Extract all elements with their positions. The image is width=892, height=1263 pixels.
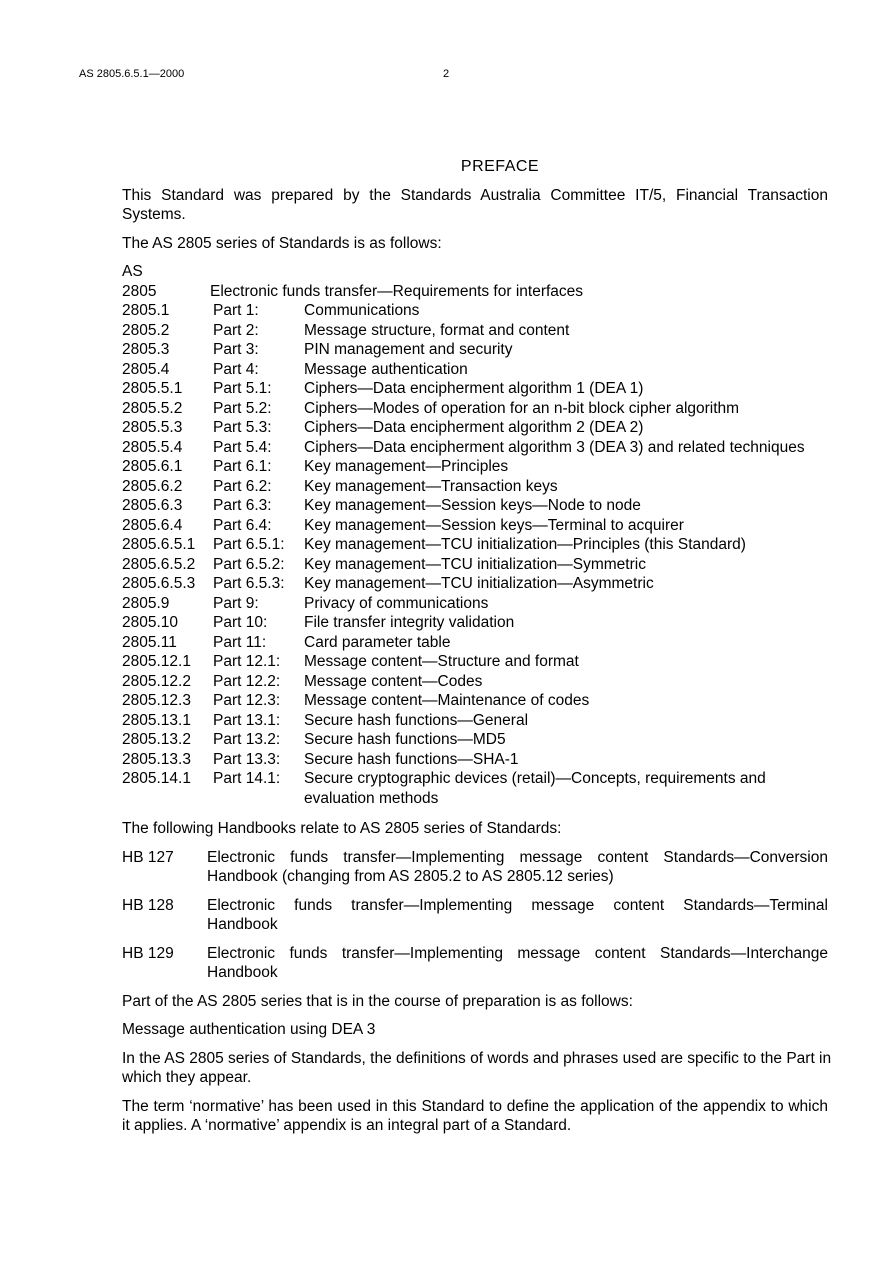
series-part: Part 5.1: [213, 380, 272, 397]
definitions-note: In the AS 2805 series of Standards, the definitions of words and phrases used are specific to the Part in which they appear. [122, 1049, 832, 1086]
series-code: 2805.6.5.1 [122, 536, 196, 553]
series-description: PIN management and security [304, 341, 513, 358]
series-code: 2805.5.3 [122, 419, 183, 436]
series-intro: The AS 2805 series of Standards is as follows: [122, 234, 442, 252]
series-part: Part 2: [213, 321, 259, 339]
series-code: 2805.11 [122, 633, 177, 651]
series-row [122, 438, 828, 458]
handbook-item [122, 848, 828, 887]
series-part: Part 10: [213, 614, 268, 631]
series-row [122, 691, 828, 711]
series-row [122, 399, 828, 419]
handbook-description: Electronic funds transfer—Implementing message content Standards—Conversion Handbook (changing from AS 2805.2 to AS 2805.12 series) [207, 848, 828, 885]
series-part: Part 12.2: [213, 672, 281, 690]
series-description: File transfer integrity validation [304, 614, 515, 631]
series-row [122, 477, 828, 497]
page-title: PREFACE [460, 158, 540, 175]
series-code: 2805.4 [122, 360, 170, 378]
series-row [122, 769, 828, 808]
series-code: 2805.5.4 [122, 438, 183, 456]
handbook-code: HB 128 [122, 896, 174, 914]
series-list-heading: AS [122, 263, 143, 280]
series-part: Part 14.1: [213, 770, 281, 787]
series-code: 2805.12.3 [122, 692, 191, 709]
series-row [122, 730, 828, 750]
series-code: 2805.3 [122, 341, 170, 358]
series-part: Part 13.2: [213, 731, 281, 748]
series-code: 2805.2 [122, 321, 170, 339]
series-code: 2805.6.1 [122, 458, 183, 475]
series-part: Part 12.1: [213, 653, 281, 670]
series-row-main [122, 282, 828, 302]
handbook-code: HB 127 [122, 848, 174, 866]
series-description: Key management—Session keys—Node to node [304, 497, 641, 514]
series-description: Electronic funds transfer—Requirements for interfaces [210, 282, 584, 300]
series-description: Secure cryptographic devices (retail)—Concepts, requirements and evaluation methods [304, 770, 766, 807]
series-row [122, 750, 828, 770]
series-part: Part 6.5.2: [213, 555, 285, 573]
series-row [122, 360, 828, 380]
series-code: 2805 [122, 282, 157, 300]
series-code: 2805.1 [122, 302, 170, 319]
series-part: Part 9: [213, 594, 259, 612]
series-row [122, 535, 828, 555]
series-description: Card parameter table [304, 633, 451, 651]
series-row [122, 613, 828, 633]
series-row [122, 555, 828, 575]
series-code: 2805.5.1 [122, 380, 183, 397]
series-part: Part 5.2: [213, 399, 272, 417]
series-code: 2805.6.5.2 [122, 555, 196, 573]
series-code: 2805.13.1 [122, 711, 191, 729]
series-part: Part 4: [213, 360, 259, 378]
handbook-list [122, 848, 828, 983]
series-code: 2805.10 [122, 614, 179, 631]
series-description: Key management—Transaction keys [304, 477, 558, 495]
series-part: Part 5.3: [213, 419, 272, 436]
preparation-intro: Part of the AS 2805 series that is in the course of preparation is as follows: [122, 992, 633, 1010]
series-description: Key management—TCU initialization—Symmetric [304, 555, 646, 573]
series-description: Secure hash functions—General [304, 711, 529, 729]
page-header [79, 68, 459, 80]
series-description: Message content—Maintenance of codes [304, 692, 590, 709]
series-description: Ciphers—Data encipherment algorithm 2 (DEA 2) [304, 419, 644, 436]
handbook-description: Electronic funds transfer—Implementing message content Standards—Terminal Handbook [207, 896, 828, 933]
series-part: Part 11: [213, 633, 267, 651]
series-rows [122, 301, 828, 808]
series-code: 2805.13.2 [122, 731, 191, 748]
page-number: 2 [443, 68, 450, 80]
series-part: Part 6.5.1: [213, 536, 285, 553]
series-part: Part 5.4: [213, 438, 272, 456]
series-code: 2805.13.3 [122, 750, 191, 768]
series-code: 2805.12.2 [122, 672, 191, 690]
series-row [122, 672, 828, 692]
series-description: Secure hash functions—SHA-1 [304, 750, 519, 768]
series-part: Part 6.3: [213, 497, 272, 514]
series-row [122, 594, 828, 614]
handbooks-intro: The following Handbooks relate to AS 2805 series of Standards: [122, 820, 562, 837]
series-description: Privacy of communications [304, 594, 489, 612]
series-code: 2805.6.4 [122, 516, 183, 534]
series-code: 2805.6.5.3 [122, 575, 196, 592]
series-row [122, 633, 828, 653]
series-description: Ciphers—Modes of operation for an n-bit block cipher algorithm [304, 399, 740, 417]
series-description: Communications [304, 302, 420, 319]
preparation-item: Message authentication using DEA 3 [122, 1021, 376, 1038]
series-description: Message authentication [304, 360, 468, 378]
series-row [122, 516, 828, 536]
normative-note: The term ‘normative’ has been used in this Standard to define the application of the appendix to which it applies. A ‘normative’ appendix is an integral part of a Standard. [122, 1097, 828, 1134]
series-description: Message structure, format and content [304, 321, 570, 339]
series-row [122, 418, 828, 438]
series-description: Key management—Principles [304, 458, 509, 475]
series-list [122, 262, 828, 808]
series-part: Part 3: [213, 341, 259, 358]
series-part: Part 13.1: [213, 711, 281, 729]
series-description: Key management—TCU initialization—Asymmetric [304, 575, 654, 592]
series-description: Secure hash functions—MD5 [304, 731, 506, 748]
series-description: Key management—Session keys—Terminal to acquirer [304, 516, 684, 534]
series-code: 2805.6.3 [122, 497, 183, 514]
series-part: Part 13.3: [213, 750, 281, 768]
handbook-item [122, 896, 828, 935]
preface-content [122, 157, 832, 1145]
series-row [122, 711, 828, 731]
series-code: 2805.6.2 [122, 477, 183, 495]
document-id: AS 2805.6.5.1—2000 [79, 68, 185, 80]
series-description: Ciphers—Data encipherment algorithm 1 (DEA 1) [304, 380, 644, 397]
handbook-item [122, 944, 828, 983]
series-row [122, 496, 828, 516]
handbook-description: Electronic funds transfer—Implementing message content Standards—Interchange Handbook [207, 944, 828, 981]
series-code: 2805.9 [122, 594, 170, 612]
series-part: Part 6.5.3: [213, 575, 285, 592]
series-description: Message content—Structure and format [304, 653, 579, 670]
series-description: Key management—TCU initialization—Principles (this Standard) [304, 536, 746, 553]
intro-paragraph: This Standard was prepared by the Standards Australia Committee IT/5, Financial Transaction Systems. [122, 186, 828, 223]
series-part: Part 6.4: [213, 516, 272, 534]
series-code: 2805.5.2 [122, 399, 183, 417]
series-row [122, 379, 828, 399]
series-row [122, 652, 828, 672]
series-description: Ciphers—Data encipherment algorithm 3 (DEA 3) and related techniques [304, 438, 805, 456]
series-part: Part 6.2: [213, 477, 272, 495]
series-part: Part 6.1: [213, 458, 272, 475]
handbook-code: HB 129 [122, 944, 174, 962]
series-description: Message content—Codes [304, 672, 483, 690]
series-part: Part 12.3: [213, 692, 281, 709]
series-row [122, 321, 828, 341]
series-row [122, 301, 828, 321]
series-part: Part 1: [213, 302, 259, 319]
series-row [122, 340, 828, 360]
series-row [122, 457, 828, 477]
series-row [122, 574, 828, 594]
series-code: 2805.14.1 [122, 770, 191, 787]
series-code: 2805.12.1 [122, 653, 191, 670]
